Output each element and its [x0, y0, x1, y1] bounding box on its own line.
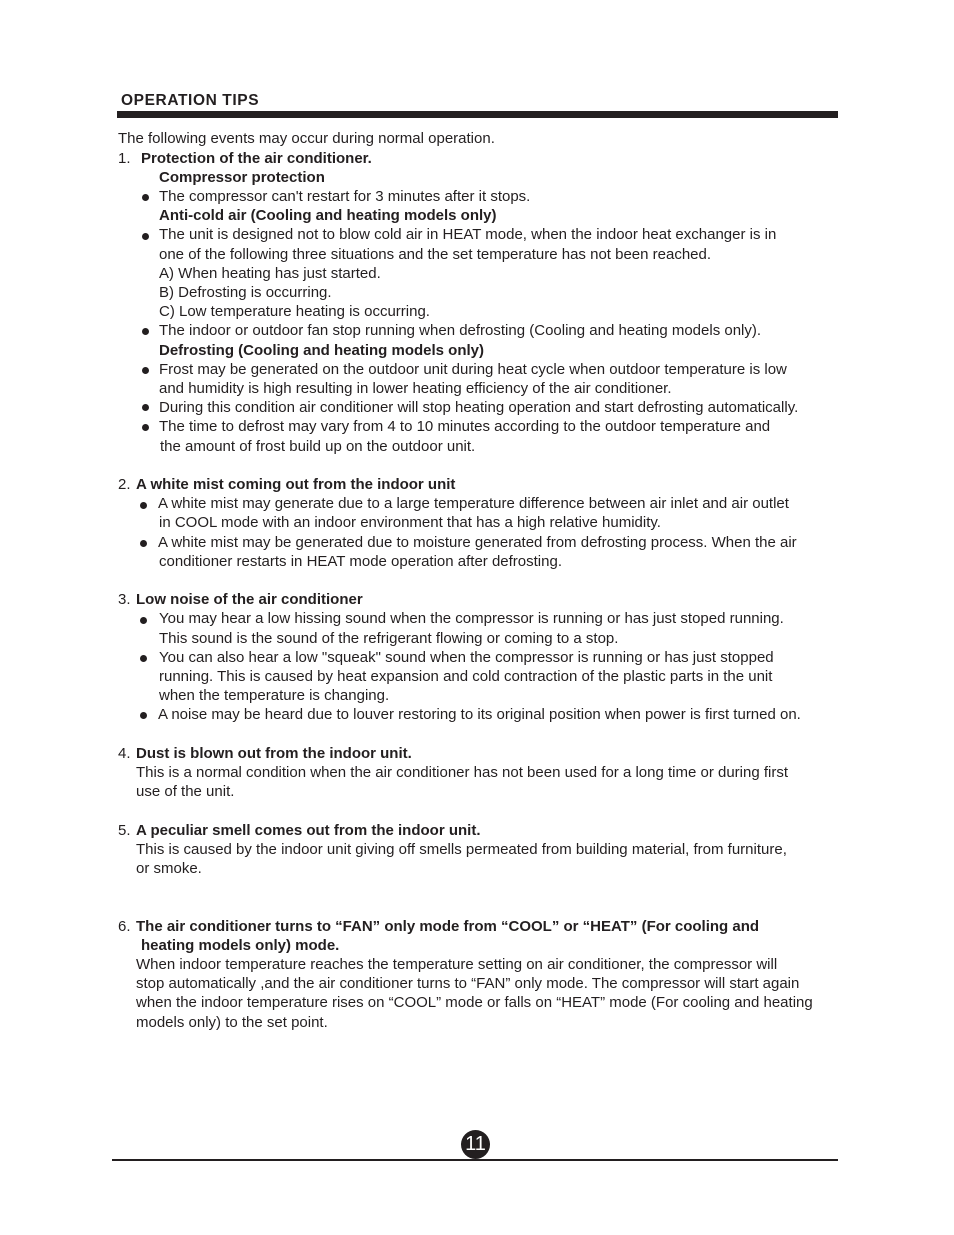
anti-cold-heading: Anti-cold air (Cooling and heating models only) — [159, 207, 497, 224]
bullet-icon — [140, 540, 147, 547]
s3-bullet-2-line-1: You can also hear a low "squeak" sound when the compressor is running or has just stopped — [159, 649, 774, 666]
s3-bullet-3: A noise may be heard due to louver restoring to its original position when power is first turned on. — [158, 706, 801, 723]
s1-bullet-6-line-2: the amount of frost build up on the outdoor unit. — [160, 438, 476, 455]
s1-bullet-6-line-1: The time to defrost may vary from 4 to 10 minutes according to the outdoor temperature and — [159, 418, 771, 435]
section-3-number: 3. — [118, 591, 131, 608]
bullet-icon — [142, 367, 149, 374]
s4-line-2: use of the unit. — [136, 783, 235, 800]
bullet-icon — [142, 424, 149, 431]
section-5-number: 5. — [118, 822, 131, 839]
bullet-icon — [140, 712, 147, 719]
s6-line-3: when the indoor temperature rises on “COOL” mode or falls on “HEAT” mode (For cooling and heating — [136, 994, 813, 1011]
s1-bullet-4-line-1: Frost may be generated on the outdoor unit during heat cycle when outdoor temperature is low — [159, 361, 787, 378]
section-5-title: A peculiar smell comes out from the indoor unit. — [136, 822, 481, 839]
page-title: OPERATION TIPS — [121, 92, 260, 109]
bullet-icon — [140, 617, 147, 624]
section-2-title: A white mist coming out from the indoor unit — [136, 476, 456, 493]
section-1-title: Protection of the air conditioner. — [141, 150, 372, 167]
bullet-icon — [142, 194, 149, 201]
s2-bullet-2-line-1: A white mist may be generated due to moisture generated from defrosting process. When the air — [158, 534, 797, 551]
s1-bullet-2-line-1: The unit is designed not to blow cold air in HEAT mode, when the indoor heat exchanger is in — [159, 226, 777, 243]
s3-bullet-1-line-2: This sound is the sound of the refrigerant flowing or coming to a stop. — [159, 630, 619, 647]
s6-line-1: When indoor temperature reaches the temperature setting on air conditioner, the compressor will — [136, 956, 778, 973]
s1-item-a: A) When heating has just started. — [159, 265, 381, 282]
s3-bullet-1-line-1: You may hear a low hissing sound when the compressor is running or has just stoped running. — [159, 610, 784, 627]
s1-bullet-5: During this condition air conditioner will stop heating operation and start defrosting automatically. — [159, 399, 799, 416]
s6-line-2: stop automatically ,and the air conditioner turns to “FAN” only mode. The compressor will start again — [136, 975, 800, 992]
s1-bullet-4-line-2: and humidity is high resulting in lower heating efficiency of the air conditioner. — [159, 380, 672, 397]
s2-bullet-1-line-1: A white mist may generate due to a large temperature difference between air inlet and air outlet — [158, 495, 789, 512]
section-2-number: 2. — [118, 476, 131, 493]
section-1-number: 1. — [118, 150, 131, 167]
intro-text: The following events may occur during normal operation. — [118, 130, 495, 147]
s5-line-2: or smoke. — [136, 860, 202, 877]
s1-bullet-3: The indoor or outdoor fan stop running when defrosting (Cooling and heating models only). — [159, 322, 762, 339]
section-4-title: Dust is blown out from the indoor unit. — [136, 745, 412, 762]
s3-bullet-2-line-3: when the temperature is changing. — [159, 687, 390, 704]
s6-line-4: models only) to the set point. — [136, 1014, 328, 1031]
section-6-title-line-2: heating models only) mode. — [141, 937, 340, 954]
header-rule — [117, 111, 838, 118]
s1-bullet-2-line-2: one of the following three situations and the set temperature has not been reached. — [159, 246, 712, 263]
page-number: 11 — [461, 1130, 490, 1159]
section-3-title: Low noise of the air conditioner — [136, 591, 363, 608]
s2-bullet-2-line-2: conditioner restarts in HEAT mode operation after defrosting. — [159, 553, 562, 570]
s2-bullet-1-line-2: in COOL mode with an indoor environment that has a high relative humidity. — [159, 514, 661, 531]
section-4-number: 4. — [118, 745, 131, 762]
s3-bullet-2-line-2: running. This is caused by heat expansion and cold contraction of the plastic parts in the unit — [159, 668, 773, 685]
compressor-protection-heading: Compressor protection — [159, 169, 325, 186]
section-6-number: 6. — [118, 918, 131, 935]
bullet-icon — [140, 502, 147, 509]
bullet-icon — [142, 404, 149, 411]
bullet-icon — [140, 655, 147, 662]
s5-line-1: This is caused by the indoor unit giving off smells permeated from building material, from furniture, — [136, 841, 787, 858]
defrosting-heading: Defrosting (Cooling and heating models only) — [159, 342, 484, 359]
s4-line-1: This is a normal condition when the air conditioner has not been used for a long time or during first — [136, 764, 789, 781]
bullet-icon — [142, 328, 149, 335]
bullet-icon — [142, 233, 149, 240]
s1-item-c: C) Low temperature heating is occurring. — [159, 303, 430, 320]
footer-rule — [112, 1159, 838, 1161]
s1-bullet-1: The compressor can't restart for 3 minutes after it stops. — [159, 188, 531, 205]
section-6-title-line-1: The air conditioner turns to “FAN” only mode from “COOL” or “HEAT” (For cooling and — [136, 918, 760, 935]
s1-item-b: B) Defrosting is occurring. — [159, 284, 332, 301]
